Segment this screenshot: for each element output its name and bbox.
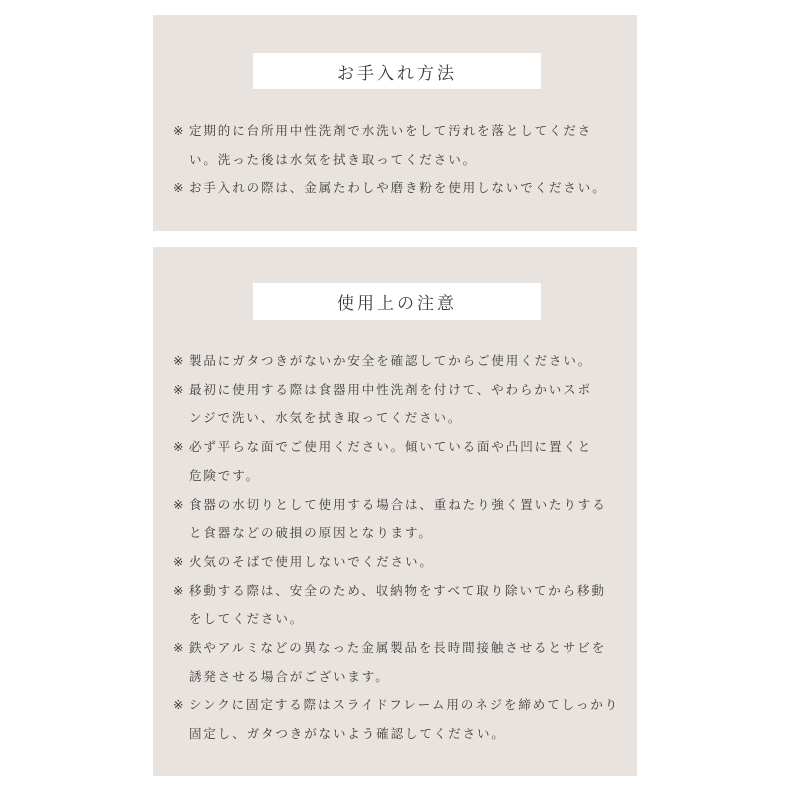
reference-mark: ※	[173, 180, 186, 196]
usage-cautions-title: 使用上の注意	[253, 283, 541, 320]
care-instructions-title: お手入れ方法	[253, 53, 541, 89]
note-line: 固定し、ガタつきがないよう確認してください。	[189, 726, 506, 742]
note-line: 製品にガタつきがないか安全を確認してからご使用ください。	[189, 353, 593, 368]
reference-mark: ※	[173, 553, 186, 569]
caution-notes-list	[173, 347, 631, 749]
reference-mark: ※	[173, 353, 186, 368]
note-item	[173, 433, 631, 490]
note-text	[189, 491, 607, 548]
reference-mark: ※	[173, 496, 186, 512]
note-text	[189, 548, 434, 577]
note-line: シンクに固定する際はスライドフレーム用のネジを締めてしっかり	[189, 697, 620, 713]
note-item	[173, 117, 631, 174]
note-text	[189, 376, 592, 433]
note-line: 危険です。	[189, 467, 261, 483]
note-item	[173, 491, 631, 548]
note-text	[189, 433, 592, 490]
note-line: 必ず平らな面でご使用ください。傾いている面や凸凹に置くと	[189, 439, 593, 455]
note-text	[189, 347, 592, 376]
note-line: お手入れの際は、金属たわしや磨き粉を使用しないでください。	[189, 180, 607, 196]
note-line: と食器などの破損の原因となります。	[189, 525, 433, 541]
note-item	[173, 347, 631, 376]
note-line: 誘発させる場合がございます。	[189, 668, 390, 684]
reference-mark: ※	[173, 697, 186, 713]
reference-mark: ※	[173, 123, 186, 138]
reference-mark: ※	[173, 640, 186, 656]
reference-mark: ※	[173, 381, 186, 397]
note-line: ンジで洗い、水気を拭き取ってください。	[189, 410, 463, 426]
note-line: 移動する際は、安全のため、収納物をすべて取り除いてから移動	[189, 582, 606, 598]
note-line: 鉄やアルミなどの異なった金属製品を長時間接触させるとサビを	[189, 640, 607, 656]
usage-cautions-panel	[153, 247, 637, 776]
note-item	[173, 634, 631, 691]
note-item	[173, 548, 631, 577]
care-notes-list	[173, 117, 631, 203]
reference-mark: ※	[173, 582, 186, 598]
note-text	[189, 174, 607, 203]
note-item	[173, 174, 631, 203]
note-item	[173, 376, 631, 433]
note-text	[189, 691, 619, 748]
note-line: 火気のそばで使用しないでください。	[189, 553, 434, 569]
note-line: 定期的に台所用中性洗剤で水洗いをして汚れを落としてくださ	[189, 123, 593, 138]
note-line: をしてください。	[189, 611, 305, 627]
note-item	[173, 577, 631, 634]
reference-mark: ※	[173, 439, 186, 455]
note-text	[189, 117, 592, 174]
note-item	[173, 691, 631, 748]
care-instructions-panel	[153, 15, 637, 231]
note-text	[189, 634, 606, 691]
note-line: い。洗った後は水気を拭き取ってください。	[189, 151, 478, 167]
note-text	[189, 577, 606, 634]
note-line: 最初に使用する際は食器用中性洗剤を付けて、やわらかいスポ	[189, 381, 592, 397]
note-line: 食器の水切りとして使用する場合は、重ねたり強く置いたりする	[189, 496, 607, 512]
